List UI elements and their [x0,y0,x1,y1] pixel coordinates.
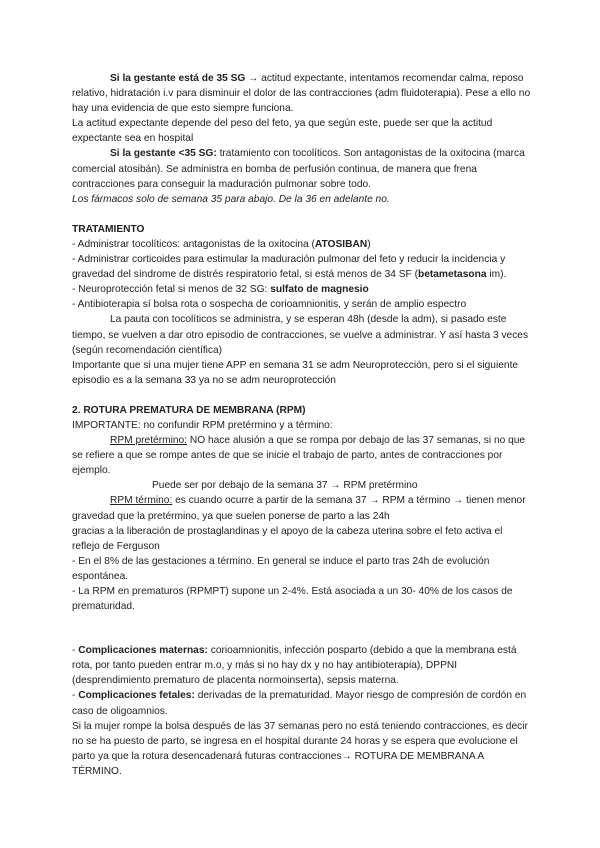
bold-term: Complicaciones fetales: [78,690,195,702]
paragraph-text: es cuando ocurre a partir de la semana 37 → RPM a término → tienen menor gravedad que la pretérmino, ya que suelen ponerse de parto a las 24h [72,495,526,522]
spacer [72,629,532,643]
spacer [72,614,532,629]
paragraph-importante-rpm: IMPORTANTE: no confundir RPM pretérmino y a término: [72,419,333,431]
italic-note: Los fármacos solo de semana 35 para abajo. De la 36 en adelante no. [72,193,390,205]
paragraph-termino [72,493,532,523]
paragraph-35sg [72,71,532,116]
bold-lead: Si la gestante está de 35 SG [110,73,246,84]
list-item: - La RPM en prematuros (RPMPT) supone un 2-4%. Está asociada a un 30- 40% de los casos de prematuridad. [72,586,513,613]
paragraph-complicaciones-maternas: - Complicaciones maternas: corioamnionitis, infección posparto (debido a que la membrana está rota, por tanto pueden entrar m.o, y más si no hay dx y no hay antibioterapia), DPPNI (desprendimiento prematuro de placenta normoinserta), sepsis materna. [72,645,517,687]
paragraph-pretermino [72,433,532,478]
list-text: - Administrar corticoides para estimular la maduración pulmonar del feto y reducir la incidencia y gravedad del síndrome de distrés respiratorio fetal, si está menos de 34 SF ( [72,254,506,281]
bold-term: ATOSIBAN [314,238,368,250]
bold-term: sulfato de magnesio [270,284,369,296]
paragraph-text: NO hace alusión a que se rompa por debajo de las 37 semanas, si no que se refiere a que se rompe antes de que se inicie el trabajo de parto, antes de contracciones por ejemplo. [72,435,526,477]
list-item: - Antibioterapia sí bolsa rota o sospecha de corioamnionitis, y serán de amplio espectro [72,299,467,311]
list-text: - Neuroprotección fetal si menos de 32 SG: [72,284,271,296]
paragraph-gracias: gracias a la liberación de prostaglandinas y el apoyo de la cabeza uterina sobre el feto activa el reflejo de Ferguson [72,525,503,552]
paragraph-final: Si la mujer rompe la bolsa después de las 37 semanas pero no está teniendo contracciones, es decir no se ha puesto de parto, se ingresa en el hospital durante 24 horas y se espera que evolucione el parto ya que la rotura desencadenará futuras contracciones→ ROTURA DE MEMBRANA A TÉRMINO. [72,720,528,777]
document-page [72,71,532,779]
heading-tratamiento: TRATAMIENTO [72,223,145,235]
spacer [72,388,532,403]
paragraph-text: corioamnionitis, infección posparto (debido a que la membrana está rota, por tanto pueden entrar m.o, y más si no hay dx y no hay antibioterapia), DPPNI (desprendimiento prematuro de placenta normoinserta), sepsis materna. [72,645,517,687]
spacer [72,207,532,222]
paragraph-pauta: La pauta con tocolíticos se administra, y se esperan 48h (desde la adm), si pasado este tiempo, se vuelven a dar otro episodio de contracciones, se vuelve a administrar. Y así hasta 3 veces (según recomendación científica) [72,314,529,356]
list-text: ) [367,238,371,250]
bold-lead: Si la gestante <35 SG: [110,148,217,160]
paragraph-menos35sg [72,146,532,191]
centered-line: Puede ser por debajo de la semana 37 → RPM pretérmino [152,480,418,492]
list-item [72,252,532,282]
heading-rpm: 2. ROTURA PREMATURA DE MEMBRANA (RPM) [72,404,306,416]
paragraph-importante: Importante que si una mujer tiene APP en semana 31 se adm Neuroprotección, pero si el siguiente episodio es a la semana 33 ya no se adm neuroprotección [72,359,519,386]
paragraph-text: → actitud expectante, intentamos recomendar calma, reposo relativo, hidratación i.v para disminuir el dolor de las contracciones (adm fluidoterapia). Pese a ello no hay una evidencia de que esto siempre funciona. [72,73,531,115]
underlined-term: RPM pretérmino: [110,435,187,447]
list-item [72,282,532,297]
underlined-term: RPM término: [110,495,173,507]
list-item: - En el 8% de las gestaciones a término. En general se induce el parto tras 24h de evolución espontánea. [72,555,490,582]
paragraph-text: derivadas de la prematuridad. Mayor riesgo de compresión de cordón en caso de oligoamnios. [72,690,527,717]
list-text: - Administrar tocolíticos: antagonistas de la oxitocina ( [72,238,315,250]
bold-term: betametasona [417,269,487,281]
bold-term: Complicaciones maternas: [78,645,208,657]
paragraph-text: tratamiento con tocolíticos. Son antagonistas de la oxitocina (marca comercial atosibán). Se administra en bomba de perfusión continua, de manera que frena contracciones para conseguir la maduración pulmonar sobre todo. [72,148,525,190]
list-text: im). [486,269,507,281]
list-item [72,237,532,252]
paragraph-actitud: La actitud expectante depende del peso del feto, ya que según este, puede ser que la actitud expectante sea en hospital [72,118,493,145]
paragraph-complicaciones-fetales: - Complicaciones fetales: derivadas de la prematuridad. Mayor riesgo de compresión de cordón en caso de oligoamnios. [72,690,527,717]
